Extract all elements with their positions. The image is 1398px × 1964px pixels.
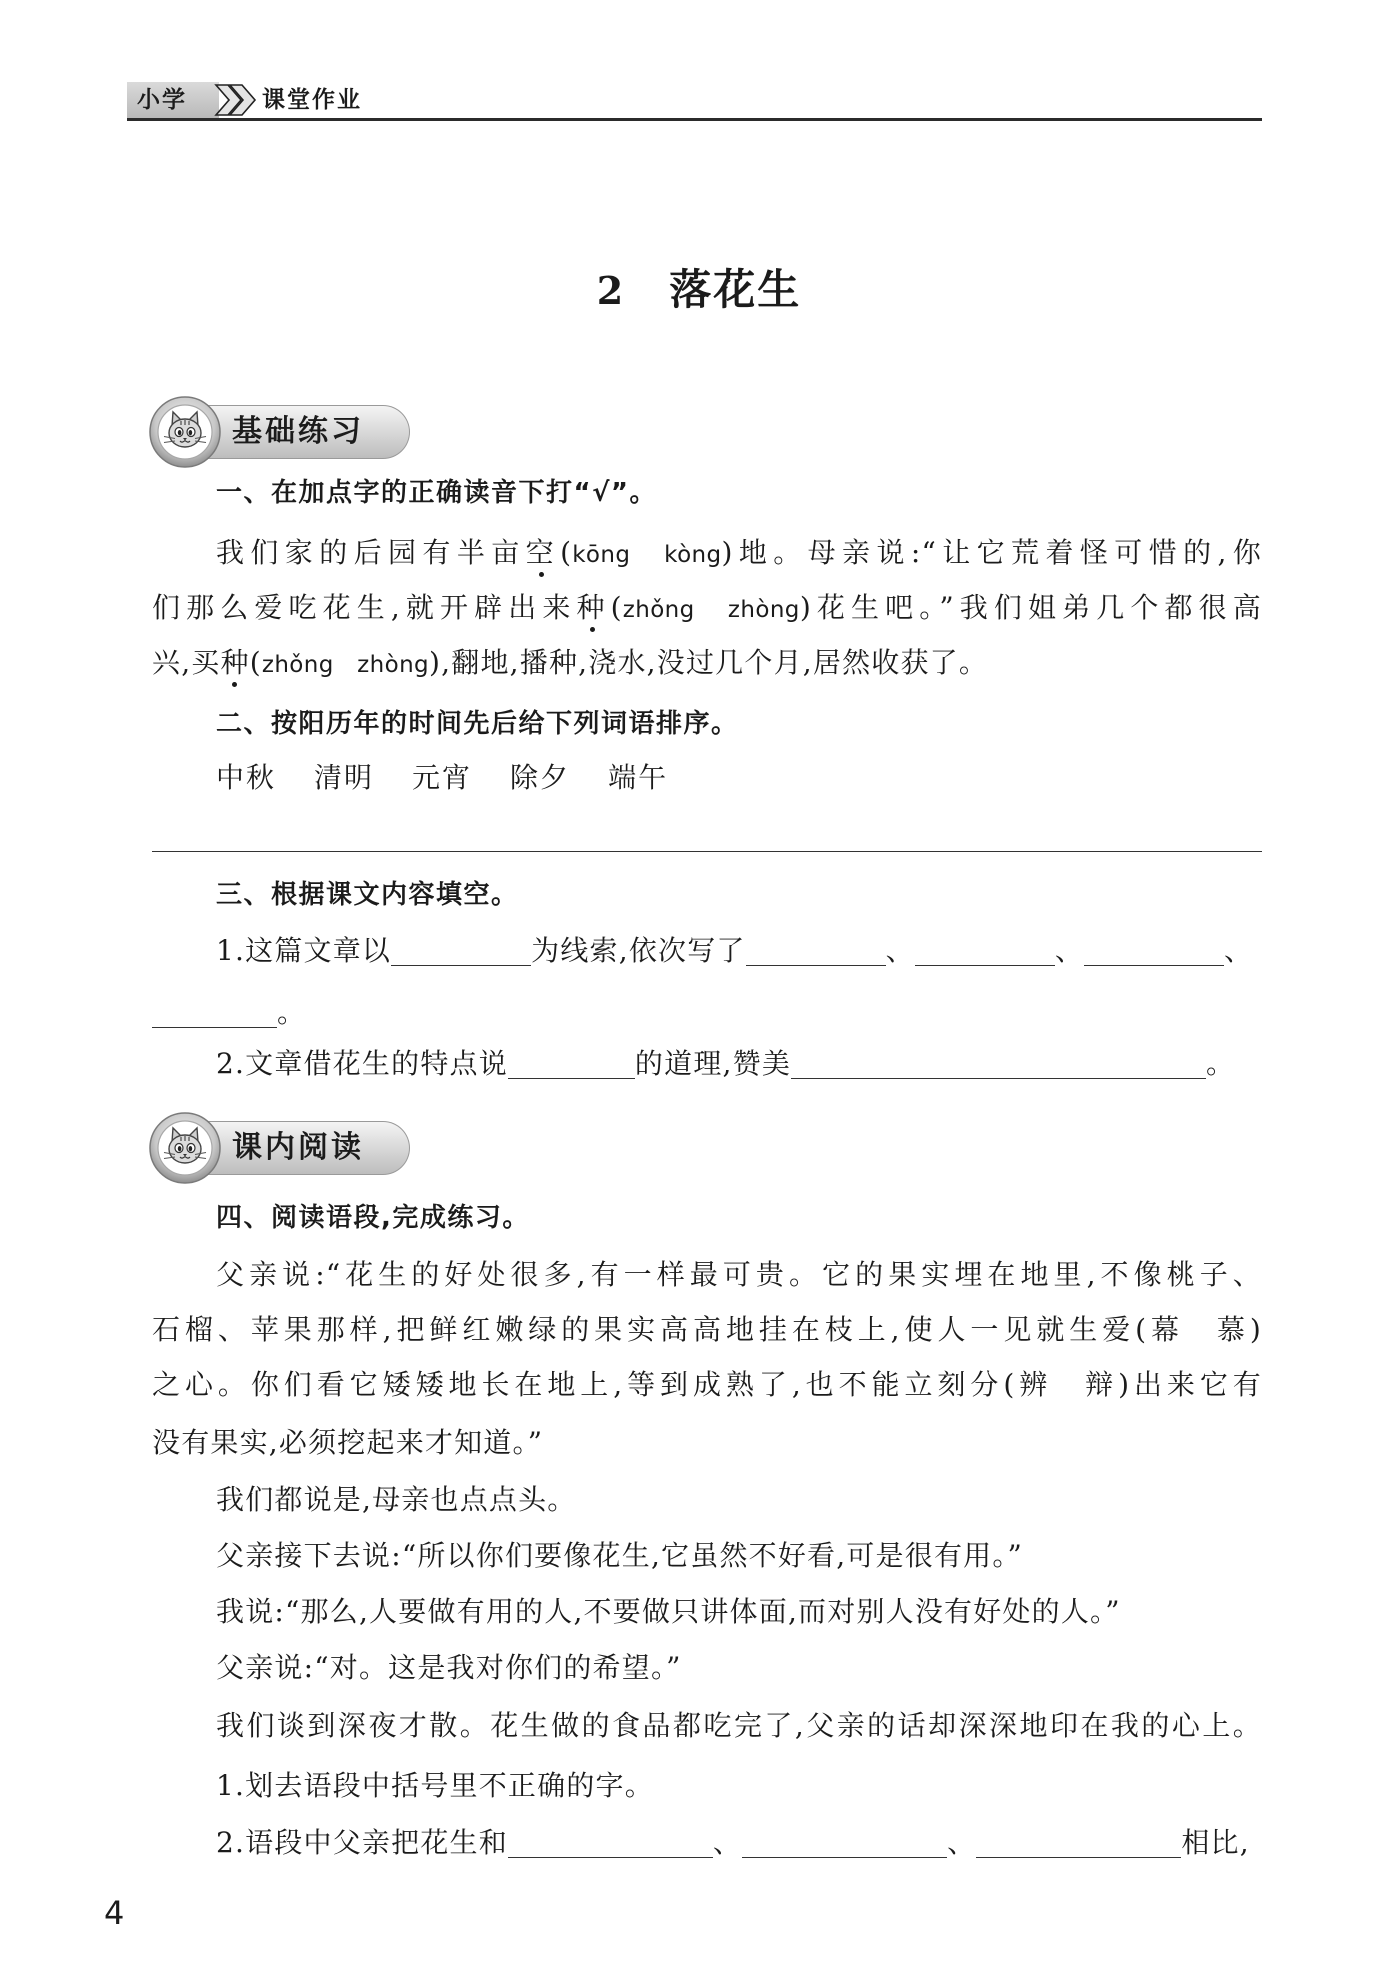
q4-sub-question-1: 1.划去语段中括号里不正确的字。 <box>216 1769 654 1802</box>
page-number: 4 <box>104 1894 125 1932</box>
separator: 、 <box>947 1826 977 1859</box>
cat-icon <box>148 395 222 469</box>
dotted-char: 空 <box>525 536 561 569</box>
text-segment: 1.这篇文章以 <box>216 934 392 967</box>
lesson-name: 落花生 <box>669 265 802 314</box>
grade-tab: 小学 <box>127 82 219 118</box>
text-segment: 为线索,依次写了 <box>531 934 746 967</box>
badge-pill <box>190 1121 410 1175</box>
text-segment: ),翻地,播种,浇水,没过几个月,居然收获了。 <box>429 646 989 679</box>
answer-blank <box>791 1078 1206 1079</box>
q3-item-1 <box>216 931 1262 971</box>
answer-blank <box>1084 965 1224 966</box>
dotted-char: 种 <box>576 591 611 624</box>
pinyin-options: zhǒng zhòng <box>622 597 800 623</box>
answer-blank <box>976 1857 1181 1858</box>
pinyin-options: kōng kòng <box>572 542 722 568</box>
text-segment: 兴,买 <box>152 646 221 679</box>
passage-line: 父亲接下去说:“所以你们要像花生,它虽然不好看,可是很有用。” <box>216 1539 1024 1572</box>
q4-sub-question-2 <box>216 1823 1262 1863</box>
passage-line: 石榴、苹果那样,把鲜红嫩绿的果实高高地挂在枝上,使人一见就生爱(幕 慕) <box>152 1313 1262 1346</box>
festival-word: 除夕 <box>510 761 571 794</box>
festival-word: 清明 <box>314 761 375 794</box>
text-segment: 。 <box>1206 1047 1236 1080</box>
answer-line <box>152 851 1262 852</box>
answer-blank <box>152 1027 277 1028</box>
answer-blank <box>391 965 531 966</box>
text-segment: ( <box>610 591 623 624</box>
separator: 、 <box>885 934 915 967</box>
passage-line: 父亲说:“对。这是我对你们的希望。” <box>216 1651 682 1684</box>
separator: 、 <box>712 1826 743 1859</box>
passage-line: 没有果实,必须挖起来才知道。” <box>152 1426 544 1459</box>
section-badge-basic <box>148 395 418 469</box>
lesson-title <box>0 262 1398 318</box>
passage-line: 父亲说:“花生的好处很多,有一样最可贵。它的果实埋在地里,不像桃子、 <box>216 1258 1262 1291</box>
festival-word-list <box>216 758 1262 798</box>
q3-item-1-continued <box>152 993 1262 1033</box>
answer-blank <box>915 965 1055 966</box>
badge-pill <box>190 405 410 459</box>
header-rule <box>127 118 1262 121</box>
answer-blank <box>508 1857 713 1858</box>
pinyin-options: zhǒng zhòng <box>261 652 430 678</box>
text-segment: )花生吧。”我们姐弟几个都很高 <box>799 591 1262 624</box>
answer-blank <box>746 965 886 966</box>
series-title: 课堂作业 <box>262 87 362 113</box>
answer-blank <box>508 1078 635 1079</box>
separator: 、 <box>1224 934 1254 967</box>
question-4-heading: 四、阅读语段,完成练习。 <box>216 1203 530 1233</box>
separator: 、 <box>1054 934 1085 967</box>
q1-text-line <box>152 588 1262 628</box>
text-segment: 2.语段中父亲把花生和 <box>216 1826 508 1859</box>
text-segment: ( <box>560 536 573 569</box>
badge-label: 基础练习 <box>232 414 364 449</box>
text-segment: ( <box>249 646 262 679</box>
section-badge-reading <box>148 1111 418 1185</box>
text-segment: 相比, <box>1181 1826 1250 1859</box>
dotted-char: 种 <box>220 646 250 679</box>
question-3-heading: 三、根据课文内容填空。 <box>216 880 519 910</box>
lesson-number: 2 <box>596 268 624 313</box>
question-1-heading: 一、在加点字的正确读音下打“√”。 <box>216 478 658 508</box>
double-chevron-icon <box>213 82 259 118</box>
text-segment: 的道理,赞美 <box>634 1047 792 1080</box>
festival-word: 中秋 <box>216 761 277 794</box>
q3-item-2 <box>216 1044 1262 1084</box>
passage-line: 我说:“那么,人要做有用的人,不要做只讲体面,而对别人没有好处的人。” <box>216 1595 1121 1628</box>
q1-text-line <box>216 533 1262 573</box>
badge-label: 课内阅读 <box>232 1130 364 1165</box>
text-segment: 我们家的后园有半亩 <box>216 536 526 569</box>
cat-icon <box>148 1111 222 1185</box>
festival-word: 端午 <box>608 761 669 794</box>
festival-word: 元宵 <box>412 761 473 794</box>
text-segment: )地。母亲说:“让它荒着怪可惜的,你 <box>721 536 1262 569</box>
answer-blank <box>742 1857 947 1858</box>
question-2-heading: 二、按阳历年的时间先后给下列词语排序。 <box>216 709 739 739</box>
passage-line: 之心。你们看它矮矮地长在地上,等到成熟了,也不能立刻分(辨 辩)出来它有 <box>152 1368 1262 1401</box>
passage-line: 我们都说是,母亲也点点头。 <box>216 1483 577 1516</box>
passage-line: 我们谈到深夜才散。花生做的食品都吃完了,父亲的话却深深地印在我的心上。 <box>216 1709 1262 1742</box>
text-segment: 们那么爱吃花生,就开辟出来 <box>152 591 577 624</box>
text-segment: 2.文章借花生的特点说 <box>216 1047 508 1080</box>
text-segment: 。 <box>277 996 307 1029</box>
q1-text-line <box>152 643 1262 683</box>
